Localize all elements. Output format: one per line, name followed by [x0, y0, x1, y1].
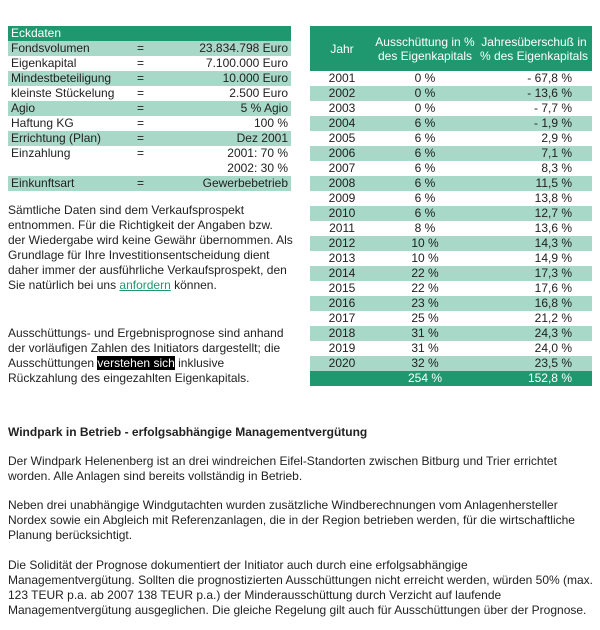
eckdaten-key: Errichtung (Plan): [8, 131, 134, 146]
distribution-total-row: [310, 371, 592, 386]
eckdaten-row: [8, 41, 291, 56]
eckdaten-value: 5 % Agio: [164, 101, 291, 116]
distribution-row: [310, 341, 592, 356]
eckdaten-equals: =: [134, 176, 164, 191]
surplus-cell: - 7,7 %: [533, 101, 572, 115]
col-header-surplus: Jahresüberschuß in % des Eigenkapitals: [476, 26, 592, 71]
distribution-header-row: [310, 26, 592, 71]
distribution-cell: 31 %: [411, 341, 439, 355]
distribution-cell: 22 %: [411, 281, 439, 295]
eckdaten-equals: =: [137, 116, 145, 130]
eckdaten-table: [8, 26, 291, 191]
distribution-row: [310, 251, 592, 266]
distribution-cell: 0 %: [414, 101, 436, 115]
surplus-cell: 17,3 %: [476, 266, 592, 281]
year-cell: 2007: [328, 161, 356, 175]
distribution-row: [310, 206, 592, 221]
eckdaten-value: 2001: 70 %: [227, 146, 288, 160]
distribution-row: [310, 71, 592, 86]
distribution-row: [310, 266, 592, 281]
total-surplus: 152,8 %: [476, 371, 592, 386]
year-cell: 2020: [310, 356, 374, 371]
request-prospectus-link[interactable]: anfordern: [119, 278, 171, 292]
year-cell: 2005: [328, 131, 356, 145]
year-cell: 2014: [310, 266, 374, 281]
distribution-cell: 22 %: [374, 266, 476, 281]
eckdaten-equals: =: [134, 101, 164, 116]
distribution-cell: 10 %: [411, 251, 439, 265]
eckdaten-row: [8, 116, 291, 131]
year-cell: 2004: [310, 116, 374, 131]
distribution-row: [310, 176, 592, 191]
eckdaten-equals: =: [137, 56, 145, 70]
surplus-cell: 24,0 %: [534, 341, 572, 355]
eckdaten-value: 23.834.798 Euro: [164, 41, 291, 56]
year-cell: 2009: [328, 191, 356, 205]
surplus-cell: 24,3 %: [476, 326, 592, 341]
year-cell: 2002: [310, 86, 374, 101]
surplus-cell: 13,6 %: [534, 221, 572, 235]
distribution-row: [310, 281, 592, 296]
eckdaten-key: Einzahlung: [11, 146, 71, 160]
distribution-cell: 10 %: [374, 236, 476, 251]
surplus-cell: - 67,8 %: [527, 71, 572, 85]
eckdaten-equals: =: [137, 146, 145, 160]
eckdaten-row: [8, 101, 291, 116]
eckdaten-value: Gewerbebetrieb: [164, 176, 291, 191]
eckdaten-key: Fondsvolumen: [8, 41, 134, 56]
distribution-cell: 23 %: [374, 296, 476, 311]
distribution-row: [310, 236, 592, 251]
eckdaten-row: [8, 56, 291, 71]
eckdaten-equals: =: [134, 41, 164, 56]
surplus-cell: - 1,9 %: [476, 116, 592, 131]
eckdaten-value: 100 %: [253, 116, 288, 130]
surplus-cell: 12,7 %: [476, 206, 592, 221]
year-cell: 2013: [328, 251, 356, 265]
section-title: Windpark in Betrieb - erfolgsabhängige Managementvergütung: [8, 425, 368, 439]
eckdaten-value: 10.000 Euro: [164, 71, 291, 86]
surplus-cell: - 13,6 %: [476, 86, 592, 101]
eckdaten-key-empty: [8, 161, 134, 176]
distribution-cell: 31 %: [374, 326, 476, 341]
distribution-table: [310, 26, 592, 386]
eckdaten-value: 2002: 30 %: [227, 161, 288, 175]
year-cell: 2011: [329, 221, 355, 235]
year-cell: 2006: [310, 146, 374, 161]
surplus-cell: 16,8 %: [476, 296, 592, 311]
surplus-cell: 21,2 %: [534, 311, 572, 325]
distribution-cell: 6 %: [374, 176, 476, 191]
distribution-row: [310, 116, 592, 131]
eckdaten-key: Haftung KG: [11, 116, 74, 130]
eckdaten-value: 7.100.000 Euro: [205, 56, 288, 70]
eckdaten-row: [8, 146, 291, 161]
eckdaten-key: kleinste Stückelung: [11, 86, 115, 100]
distribution-cell: 6 %: [414, 161, 436, 175]
distribution-row: [310, 311, 592, 326]
distribution-cell: 8 %: [414, 221, 436, 235]
distribution-cell: 25 %: [411, 311, 439, 325]
year-cell: 2015: [328, 281, 356, 295]
distribution-cell: 32 %: [374, 356, 476, 371]
surplus-cell: 2,9 %: [541, 131, 572, 145]
surplus-cell: 13,8 %: [534, 191, 572, 205]
eckdaten-equals: =: [134, 71, 164, 86]
paragraph-solidity: Die Solidität der Prognose dokumentiert der Initiator auch durch eine erfolgsabhängige Managementvergütung. Sollten die prognostizierten Ausschüttungen nicht erreicht werden, würden 50% (max. 123 TEUR p.a. ab 2007 138 TEUR p.a.) der Minderausschüttung durch Verzicht auf laufende Managementvergütung ausgeglichen. Die gleiche Regelung gilt auch für Ausschüttungen über der Prognose.: [8, 558, 594, 617]
distribution-cell: 6 %: [414, 131, 436, 145]
distribution-cell: 0 %: [414, 71, 436, 85]
surplus-cell: 14,3 %: [476, 236, 592, 251]
eckdaten-equals: =: [137, 86, 145, 100]
distribution-row: [310, 146, 592, 161]
distribution-row: [310, 101, 592, 116]
year-cell: 2010: [310, 206, 374, 221]
surplus-cell: 17,6 %: [534, 281, 572, 295]
year-cell: 2003: [328, 101, 356, 115]
surplus-cell: 8,3 %: [541, 161, 572, 175]
distribution-row: [310, 221, 592, 236]
eckdaten-key: Agio: [8, 101, 134, 116]
distribution-row: [310, 131, 592, 146]
col-header-year: Jahr: [310, 26, 374, 71]
paragraph-windpark: Der Windpark Helenenberg ist an drei windreichen Eifel-Standorten zwischen Bitburg und Trier errichtet worden. Alle Anlagen sind bereits vollständig in Betrieb.: [8, 454, 557, 483]
distribution-cell: 6 %: [374, 206, 476, 221]
eckdaten-row: [8, 71, 291, 86]
year-cell: 2001: [328, 71, 356, 85]
forecast-note: Ausschüttungs- und Ergebnisprognose sind anhand der vorläufigen Zahlen des Initiators dargestellt; die Ausschüttungen verstehen sich inklusive Rückzahlung des eingezahlten Eigenkapitals.: [8, 326, 284, 385]
year-cell: 2012: [310, 236, 374, 251]
eckdaten-row-cont: [8, 161, 291, 176]
eckdaten-equals: =: [134, 131, 164, 146]
surplus-cell: 11,5 %: [476, 176, 592, 191]
paragraph-gutachten: Neben drei unabhängige Windgutachten wurden zusätzliche Windberechnungen vom Anlagenhersteller Nordex sowie ein Abgleich mit Referenzanlagen, die in der Region betrieben werden, für die wirtschaftliche Planung berücksichtigt.: [8, 498, 575, 542]
year-cell: 2017: [328, 311, 356, 325]
distribution-row: [310, 326, 592, 341]
surplus-cell: 7,1 %: [476, 146, 592, 161]
year-cell: 2008: [310, 176, 374, 191]
surplus-cell: 14,9 %: [534, 251, 572, 265]
distribution-cell: 6 %: [374, 146, 476, 161]
eckdaten-key: Mindestbeteiligung: [8, 71, 134, 86]
disclaimer-text: Sämtliche Daten sind dem Verkaufsprospekt entnommen. Für die Richtigkeit der Angaben bzw. der Wiedergabe wird keine Gewähr übernommen. Als Grundlage für Ihre Investitionsentscheidung dient daher immer der ausführliche Verkaufsprospekt, den Sie natürlich bei uns anfordern können.: [8, 203, 293, 292]
eckdaten-key: Eigenkapital: [11, 56, 77, 70]
distribution-row: [310, 86, 592, 101]
eckdaten-row: [8, 86, 291, 101]
distribution-row: [310, 161, 592, 176]
eckdaten-value: 2.500 Euro: [229, 86, 288, 100]
distribution-row: [310, 191, 592, 206]
eckdaten-row: [8, 176, 291, 191]
year-cell: 2016: [310, 296, 374, 311]
total-label: [310, 371, 374, 386]
eckdaten-equals-empty: [134, 161, 164, 176]
distribution-cell: 6 %: [374, 116, 476, 131]
year-cell: 2018: [310, 326, 374, 341]
distribution-row: [310, 296, 592, 311]
eckdaten-value: Dez 2001: [164, 131, 291, 146]
col-header-distribution: Ausschüttung in % des Eigenkapitals: [374, 26, 476, 71]
selected-text: verstehen sich: [97, 356, 175, 370]
distribution-row: [310, 356, 592, 371]
eckdaten-row: [8, 131, 291, 146]
eckdaten-header-row: [8, 26, 291, 41]
surplus-cell: 23,5 %: [476, 356, 592, 371]
total-distribution: 254 %: [374, 371, 476, 386]
year-cell: 2019: [328, 341, 356, 355]
distribution-cell: 6 %: [414, 191, 436, 205]
eckdaten-key: Einkunftsart: [8, 176, 134, 191]
eckdaten-header: Eckdaten: [8, 26, 291, 41]
distribution-cell: 0 %: [374, 86, 476, 101]
